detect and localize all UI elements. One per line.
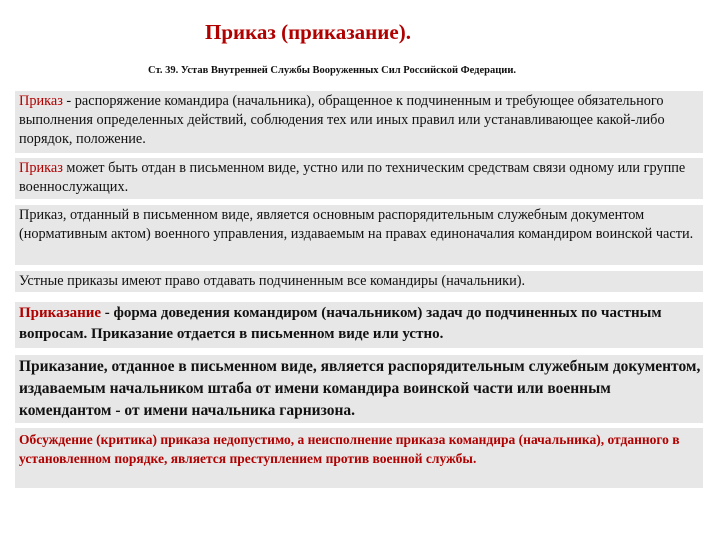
paragraph-written-prikazanie: Приказание, отданное в письменном виде, является распорядительным служебным документом, издаваемым начальником штаба от имени командира воинской части или военным комендантом - от имени начальника гарнизона. bbox=[19, 358, 701, 419]
paragraph-prikazanie-definition bbox=[19, 303, 704, 345]
term-prikaz: Приказ bbox=[19, 93, 63, 109]
paragraph-text: - форма доведения командиром (начальником) задач до подчиненных по частным вопросам. Приказание отдается в письменном виде или устно. bbox=[19, 305, 662, 342]
paragraph-text: может быть отдан в письменном виде, устно или по техническим средствам связи одному или группе военнослужащих. bbox=[19, 160, 686, 195]
paragraph-prikaz-forms bbox=[19, 159, 704, 197]
term-prikazanie: Приказание bbox=[19, 305, 102, 321]
paragraph-criticism: Обсуждение (критика) приказа недопустимо, а неисполнение приказа командира (начальника), отданного в установленном порядке, является преступлением против военной службы. bbox=[19, 432, 680, 466]
paragraph-text: - распоряжение командира (начальника), обращенное к подчиненным и требующее обязательного выполнения определенных действий, соблюдения тех или иных правил или устанавливающее какой-либо порядок, положение. bbox=[19, 93, 665, 147]
term-prikaz: Приказ bbox=[19, 160, 63, 176]
paragraph-prikaz-definition bbox=[19, 92, 704, 149]
page-title: Приказ (приказание). bbox=[205, 20, 411, 44]
subtitle-source: Ст. 39. Устав Внутренней Службы Вооруженных Сил Российской Федерации. bbox=[148, 65, 517, 76]
paragraph-oral-orders: Устные приказы имеют право отдавать подчиненным все командиры (начальники). bbox=[19, 273, 526, 289]
paragraph-written-order: Приказ, отданный в письменном виде, является основным распорядительным служебным документом (нормативным актом) военного управления, издаваемым на правах единоначалия командиром воинской части. bbox=[19, 207, 694, 242]
